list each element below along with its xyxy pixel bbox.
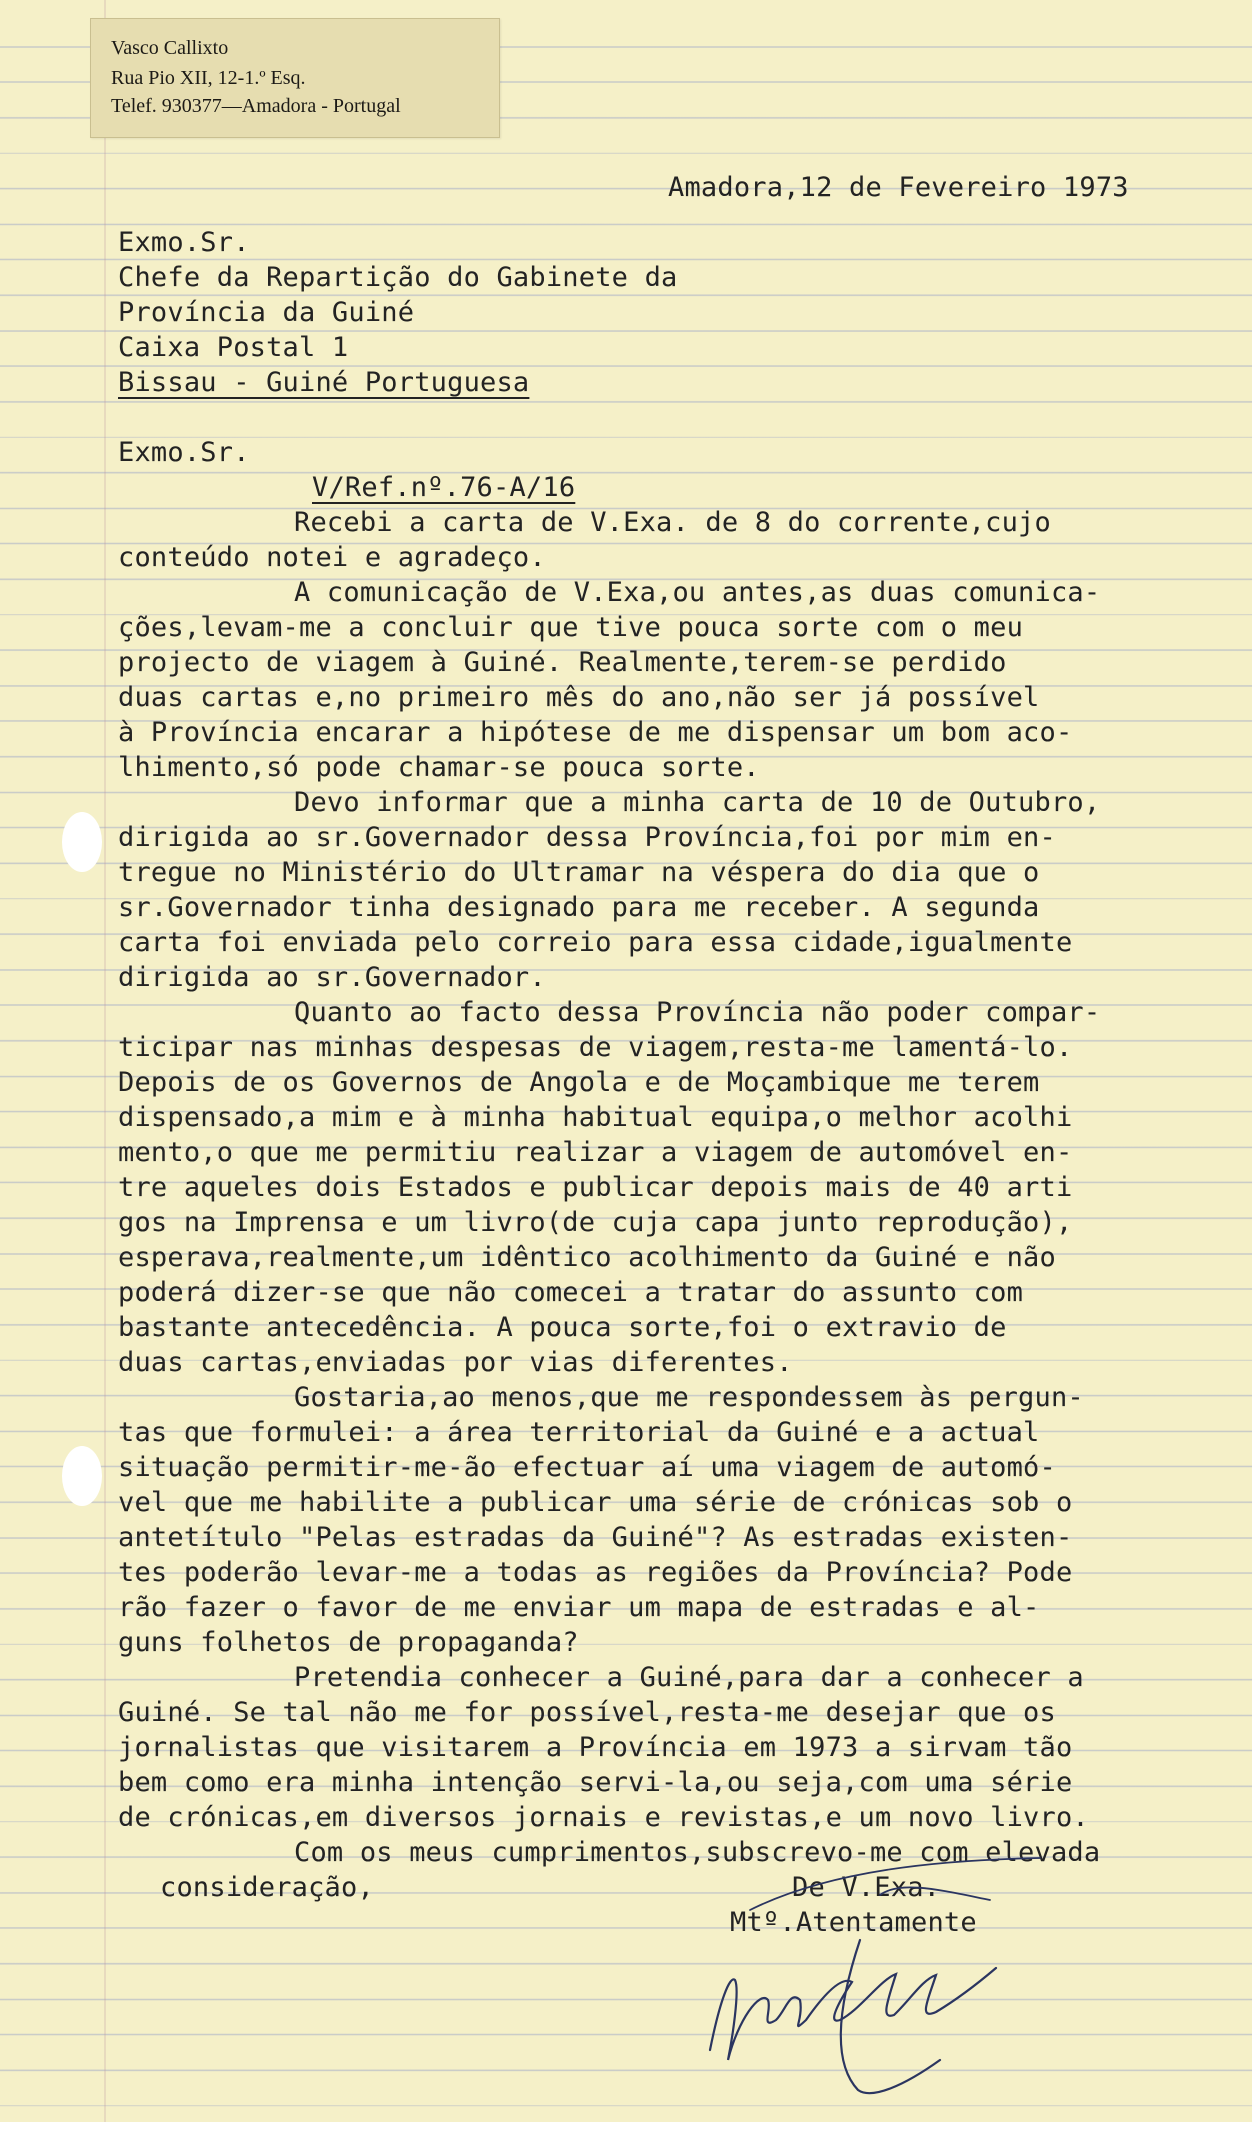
reference: V/Ref.nº.76-A/16 bbox=[312, 472, 576, 503]
punch-hole-top bbox=[62, 812, 102, 872]
body-line: Com os meus cumprimentos,subscrevo-me com elevada bbox=[294, 1837, 1101, 1868]
body-line: tre aqueles dois Estados e publicar depois mais de 40 arti bbox=[118, 1172, 1073, 1203]
recipient-line-1: Chefe da Repartição do Gabinete da bbox=[118, 262, 678, 293]
body-line: gos na Imprensa e um livro(de cuja capa junto reprodução), bbox=[118, 1207, 1073, 1238]
sender-address: Rua Pio XII, 12-1.º Esq. bbox=[111, 67, 306, 89]
body-line: tas que formulei: a área territorial da Guiné e a actual bbox=[118, 1417, 1040, 1448]
body-line: jornalistas que visitarem a Província em 1973 a sirvam tão bbox=[118, 1732, 1073, 1763]
sender-phone: Telef. 930377—Amadora - Portugal bbox=[111, 95, 401, 117]
body-line: carta foi enviada pelo correio para essa cidade,igualmente bbox=[118, 927, 1073, 958]
body-line: Guiné. Se tal não me for possível,resta-me desejar que os bbox=[118, 1697, 1056, 1728]
recipient-line-2: Província da Guiné bbox=[118, 297, 415, 328]
margin-line bbox=[104, 0, 106, 2122]
body-line: sr.Governador tinha designado para me receber. A segunda bbox=[118, 892, 1040, 923]
body-line: à Província encarar a hipótese de me dispensar um bom aco- bbox=[118, 717, 1073, 748]
closing-line-1: De V.Exa. bbox=[792, 1872, 941, 1903]
date-line: Amadora,12 de Fevereiro 1973 bbox=[668, 172, 1129, 203]
body-line: consideração, bbox=[160, 1872, 374, 1903]
body-line: esperava,realmente,um idêntico acolhimento da Guiné e não bbox=[118, 1242, 1056, 1273]
body-line: lhimento,só pode chamar-se pouca sorte. bbox=[118, 752, 760, 783]
body-line: Quanto ao facto dessa Província não poder compar- bbox=[294, 997, 1101, 1028]
body-line: conteúdo notei e agradeço. bbox=[118, 542, 546, 573]
body-line: de crónicas,em diversos jornais e revistas,e um novo livro. bbox=[118, 1802, 1089, 1833]
recipient-line-4: Bissau - Guiné Portuguesa bbox=[118, 367, 530, 398]
body-line: Devo informar que a minha carta de 10 de Outubro, bbox=[294, 787, 1101, 818]
sender-name: Vasco Callixto bbox=[111, 37, 229, 59]
sender-address-stamp bbox=[90, 18, 500, 138]
body-line: bem como era minha intenção servi-la,ou seja,com uma série bbox=[118, 1767, 1073, 1798]
body-line: dirigida ao sr.Governador. bbox=[118, 962, 546, 993]
body-line: dispensado,a mim e à minha habitual equipa,o melhor acolhi bbox=[118, 1102, 1073, 1133]
body-line: mento,o que me permitiu realizar a viagem de automóvel en- bbox=[118, 1137, 1073, 1168]
body-line: situação permitir-me-ão efectuar aí uma viagem de automó- bbox=[118, 1452, 1056, 1483]
body-line: bastante antecedência. A pouca sorte,foi o extravio de bbox=[118, 1312, 1007, 1343]
closing-line-2: Mtº.Atentamente bbox=[730, 1907, 977, 1938]
body-line: poderá dizer-se que não comecei a tratar do assunto com bbox=[118, 1277, 1024, 1308]
body-line: guns folhetos de propaganda? bbox=[118, 1627, 579, 1658]
body-line: rão fazer o favor de me enviar um mapa de estradas e al- bbox=[118, 1592, 1040, 1623]
body-line: Recebi a carta de V.Exa. de 8 do corrente,cujo bbox=[294, 507, 1051, 538]
body-line: ticipar nas minhas despesas de viagem,resta-me lamentá-lo. bbox=[118, 1032, 1073, 1063]
body-line: Depois de os Governos de Angola e de Moçambique me terem bbox=[118, 1067, 1040, 1098]
body-line: projecto de viagem à Guiné. Realmente,terem-se perdido bbox=[118, 647, 1007, 678]
recipient-line-3: Caixa Postal 1 bbox=[118, 332, 349, 363]
body-line: Pretendia conhecer a Guiné,para dar a conhecer a bbox=[294, 1662, 1084, 1693]
body-line: tes poderão levar-me a todas as regiões da Província? Pode bbox=[118, 1557, 1073, 1588]
recipient-salutation: Exmo.Sr. bbox=[118, 227, 250, 258]
body-line: tregue no Ministério do Ultramar na véspera do dia que o bbox=[118, 857, 1040, 888]
handwritten-signature bbox=[690, 1850, 1050, 2100]
body-line: antetítulo "Pelas estradas da Guiné"? As estradas existen- bbox=[118, 1522, 1073, 1553]
punch-hole-bottom bbox=[62, 1446, 102, 1506]
body-line: Gostaria,ao menos,que me respondessem às pergun- bbox=[294, 1382, 1084, 1413]
greeting: Exmo.Sr. bbox=[118, 437, 250, 468]
body-line: duas cartas,enviadas por vias diferentes. bbox=[118, 1347, 793, 1378]
body-line: vel que me habilite a publicar uma série de crónicas sob o bbox=[118, 1487, 1073, 1518]
body-line: ções,levam-me a concluir que tive pouca sorte com o meu bbox=[118, 612, 1024, 643]
body-line: dirigida ao sr.Governador dessa Província,foi por mim en- bbox=[118, 822, 1056, 853]
body-line: duas cartas e,no primeiro mês do ano,não ser já possível bbox=[118, 682, 1040, 713]
body-line: A comunicação de V.Exa,ou antes,as duas comunica- bbox=[294, 577, 1101, 608]
